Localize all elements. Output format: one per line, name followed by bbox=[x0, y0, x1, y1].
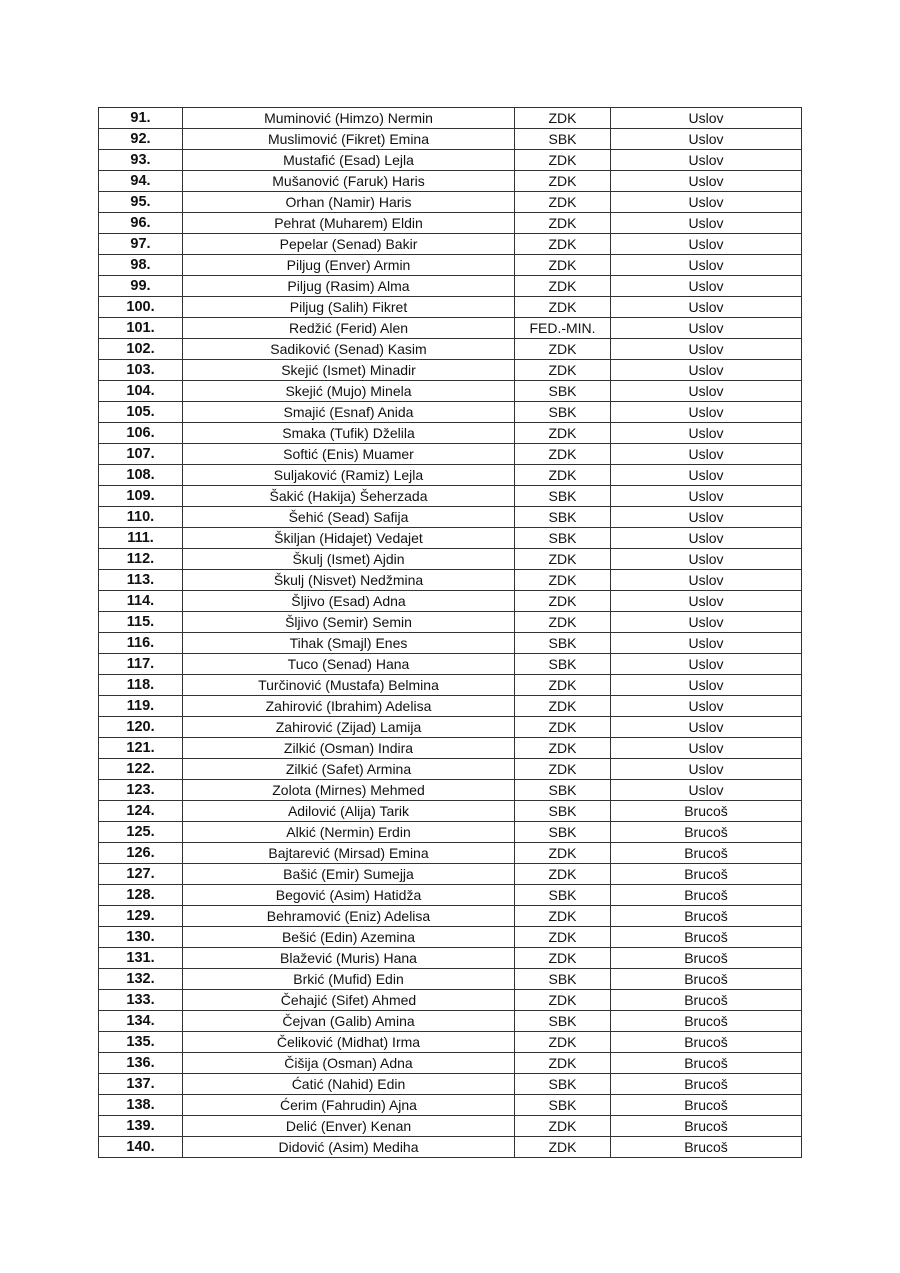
student-status: Uslov bbox=[611, 297, 802, 318]
table-row bbox=[99, 129, 802, 150]
student-name: Bašić (Emir) Sumejja bbox=[183, 864, 515, 885]
region-code: ZDK bbox=[515, 1116, 611, 1137]
student-status: Brucoš bbox=[611, 969, 802, 990]
student-status: Uslov bbox=[611, 402, 802, 423]
student-name: Zahirović (Zijad) Lamija bbox=[183, 717, 515, 738]
table-row bbox=[99, 486, 802, 507]
student-name: Škulj (Nisvet) Nedžmina bbox=[183, 570, 515, 591]
table-row bbox=[99, 318, 802, 339]
row-number: 111. bbox=[99, 528, 183, 549]
region-code: SBK bbox=[515, 885, 611, 906]
row-number: 95. bbox=[99, 192, 183, 213]
student-name: Ćatić (Nahid) Edin bbox=[183, 1074, 515, 1095]
table-row bbox=[99, 801, 802, 822]
region-code: ZDK bbox=[515, 864, 611, 885]
row-number: 123. bbox=[99, 780, 183, 801]
student-status: Uslov bbox=[611, 276, 802, 297]
row-number: 133. bbox=[99, 990, 183, 1011]
region-code: ZDK bbox=[515, 1053, 611, 1074]
student-status: Uslov bbox=[611, 675, 802, 696]
student-status: Uslov bbox=[611, 486, 802, 507]
table-row bbox=[99, 192, 802, 213]
student-status: Brucoš bbox=[611, 906, 802, 927]
region-code: ZDK bbox=[515, 696, 611, 717]
student-name: Pepelar (Senad) Bakir bbox=[183, 234, 515, 255]
region-code: SBK bbox=[515, 633, 611, 654]
table-row bbox=[99, 717, 802, 738]
table-row bbox=[99, 675, 802, 696]
student-status: Uslov bbox=[611, 192, 802, 213]
table-row bbox=[99, 297, 802, 318]
student-status: Brucoš bbox=[611, 948, 802, 969]
row-number: 121. bbox=[99, 738, 183, 759]
student-name: Mustafić (Esad) Lejla bbox=[183, 150, 515, 171]
region-code: ZDK bbox=[515, 255, 611, 276]
region-code: ZDK bbox=[515, 1032, 611, 1053]
student-status: Brucoš bbox=[611, 1011, 802, 1032]
student-name: Piljug (Salih) Fikret bbox=[183, 297, 515, 318]
row-number: 91. bbox=[99, 108, 183, 129]
student-name: Bajtarević (Mirsad) Emina bbox=[183, 843, 515, 864]
student-status: Uslov bbox=[611, 654, 802, 675]
row-number: 96. bbox=[99, 213, 183, 234]
row-number: 100. bbox=[99, 297, 183, 318]
row-number: 136. bbox=[99, 1053, 183, 1074]
student-status: Uslov bbox=[611, 780, 802, 801]
row-number: 109. bbox=[99, 486, 183, 507]
row-number: 120. bbox=[99, 717, 183, 738]
student-status: Brucoš bbox=[611, 990, 802, 1011]
region-code: SBK bbox=[515, 1095, 611, 1116]
table-row bbox=[99, 1053, 802, 1074]
region-code: ZDK bbox=[515, 276, 611, 297]
row-number: 97. bbox=[99, 234, 183, 255]
row-number: 98. bbox=[99, 255, 183, 276]
region-code: FED.-MIN. bbox=[515, 318, 611, 339]
student-name: Muslimović (Fikret) Emina bbox=[183, 129, 515, 150]
row-number: 131. bbox=[99, 948, 183, 969]
table-row bbox=[99, 1032, 802, 1053]
row-number: 106. bbox=[99, 423, 183, 444]
region-code: SBK bbox=[515, 381, 611, 402]
student-status: Brucoš bbox=[611, 1053, 802, 1074]
table-row bbox=[99, 612, 802, 633]
student-name: Didović (Asim) Mediha bbox=[183, 1137, 515, 1158]
student-status: Uslov bbox=[611, 381, 802, 402]
row-number: 101. bbox=[99, 318, 183, 339]
student-name: Šljivo (Esad) Adna bbox=[183, 591, 515, 612]
student-status: Brucoš bbox=[611, 843, 802, 864]
table-row bbox=[99, 465, 802, 486]
student-status: Brucoš bbox=[611, 885, 802, 906]
student-status: Brucoš bbox=[611, 864, 802, 885]
student-name: Šehić (Sead) Safija bbox=[183, 507, 515, 528]
student-status: Brucoš bbox=[611, 801, 802, 822]
table-row bbox=[99, 507, 802, 528]
student-name: Tihak (Smajl) Enes bbox=[183, 633, 515, 654]
table-row bbox=[99, 1137, 802, 1158]
region-code: SBK bbox=[515, 822, 611, 843]
table-row bbox=[99, 255, 802, 276]
student-status: Uslov bbox=[611, 507, 802, 528]
student-status: Uslov bbox=[611, 108, 802, 129]
student-status: Uslov bbox=[611, 171, 802, 192]
row-number: 118. bbox=[99, 675, 183, 696]
student-status: Uslov bbox=[611, 213, 802, 234]
student-name: Čejvan (Galib) Amina bbox=[183, 1011, 515, 1032]
row-number: 129. bbox=[99, 906, 183, 927]
table-row bbox=[99, 234, 802, 255]
region-code: SBK bbox=[515, 1011, 611, 1032]
student-name: Šljivo (Semir) Semin bbox=[183, 612, 515, 633]
roster-body bbox=[99, 108, 802, 1158]
student-status: Uslov bbox=[611, 129, 802, 150]
table-row bbox=[99, 864, 802, 885]
student-name: Behramović (Eniz) Adelisa bbox=[183, 906, 515, 927]
student-name: Softić (Enis) Muamer bbox=[183, 444, 515, 465]
region-code: ZDK bbox=[515, 759, 611, 780]
student-name: Brkić (Mufid) Edin bbox=[183, 969, 515, 990]
row-number: 122. bbox=[99, 759, 183, 780]
region-code: ZDK bbox=[515, 591, 611, 612]
region-code: ZDK bbox=[515, 549, 611, 570]
row-number: 112. bbox=[99, 549, 183, 570]
student-name: Bešić (Edin) Azemina bbox=[183, 927, 515, 948]
student-status: Uslov bbox=[611, 591, 802, 612]
student-name: Redžić (Ferid) Alen bbox=[183, 318, 515, 339]
student-name: Zahirović (Ibrahim) Adelisa bbox=[183, 696, 515, 717]
student-status: Uslov bbox=[611, 528, 802, 549]
row-number: 93. bbox=[99, 150, 183, 171]
row-number: 132. bbox=[99, 969, 183, 990]
row-number: 115. bbox=[99, 612, 183, 633]
row-number: 99. bbox=[99, 276, 183, 297]
table-row bbox=[99, 906, 802, 927]
row-number: 137. bbox=[99, 1074, 183, 1095]
student-name: Sadiković (Senad) Kasim bbox=[183, 339, 515, 360]
student-roster-table bbox=[98, 107, 802, 1158]
student-name: Skejić (Ismet) Minadir bbox=[183, 360, 515, 381]
student-status: Brucoš bbox=[611, 1116, 802, 1137]
student-status: Uslov bbox=[611, 612, 802, 633]
student-status: Brucoš bbox=[611, 927, 802, 948]
table-row bbox=[99, 654, 802, 675]
table-row bbox=[99, 969, 802, 990]
student-name: Zilkić (Osman) Indira bbox=[183, 738, 515, 759]
row-number: 126. bbox=[99, 843, 183, 864]
student-name: Škiljan (Hidajet) Vedajet bbox=[183, 528, 515, 549]
region-code: ZDK bbox=[515, 927, 611, 948]
table-row bbox=[99, 528, 802, 549]
table-row bbox=[99, 1116, 802, 1137]
student-status: Brucoš bbox=[611, 1137, 802, 1158]
student-status: Brucoš bbox=[611, 1095, 802, 1116]
table-row bbox=[99, 738, 802, 759]
table-row bbox=[99, 1011, 802, 1032]
region-code: ZDK bbox=[515, 423, 611, 444]
student-status: Uslov bbox=[611, 696, 802, 717]
row-number: 119. bbox=[99, 696, 183, 717]
table-row bbox=[99, 990, 802, 1011]
region-code: SBK bbox=[515, 654, 611, 675]
row-number: 124. bbox=[99, 801, 183, 822]
region-code: SBK bbox=[515, 780, 611, 801]
table-row bbox=[99, 885, 802, 906]
table-row bbox=[99, 759, 802, 780]
student-status: Uslov bbox=[611, 717, 802, 738]
table-row bbox=[99, 402, 802, 423]
table-row bbox=[99, 843, 802, 864]
region-code: SBK bbox=[515, 507, 611, 528]
student-status: Uslov bbox=[611, 234, 802, 255]
student-status: Uslov bbox=[611, 318, 802, 339]
student-status: Uslov bbox=[611, 570, 802, 591]
table-row bbox=[99, 276, 802, 297]
table-row bbox=[99, 108, 802, 129]
row-number: 110. bbox=[99, 507, 183, 528]
student-name: Piljug (Rasim) Alma bbox=[183, 276, 515, 297]
row-number: 140. bbox=[99, 1137, 183, 1158]
student-name: Čišija (Osman) Adna bbox=[183, 1053, 515, 1074]
table-row bbox=[99, 213, 802, 234]
student-status: Uslov bbox=[611, 423, 802, 444]
region-code: ZDK bbox=[515, 906, 611, 927]
student-name: Ćerim (Fahrudin) Ajna bbox=[183, 1095, 515, 1116]
region-code: SBK bbox=[515, 486, 611, 507]
region-code: ZDK bbox=[515, 234, 611, 255]
row-number: 107. bbox=[99, 444, 183, 465]
row-number: 94. bbox=[99, 171, 183, 192]
row-number: 117. bbox=[99, 654, 183, 675]
row-number: 127. bbox=[99, 864, 183, 885]
region-code: ZDK bbox=[515, 171, 611, 192]
student-name: Suljaković (Ramiz) Lejla bbox=[183, 465, 515, 486]
table-row bbox=[99, 633, 802, 654]
student-name: Šakić (Hakija) Šeherzada bbox=[183, 486, 515, 507]
region-code: ZDK bbox=[515, 360, 611, 381]
region-code: ZDK bbox=[515, 339, 611, 360]
row-number: 102. bbox=[99, 339, 183, 360]
region-code: SBK bbox=[515, 402, 611, 423]
table-row bbox=[99, 171, 802, 192]
table-row bbox=[99, 150, 802, 171]
student-name: Alkić (Nermin) Erdin bbox=[183, 822, 515, 843]
row-number: 125. bbox=[99, 822, 183, 843]
region-code: ZDK bbox=[515, 213, 611, 234]
student-name: Zolota (Mirnes) Mehmed bbox=[183, 780, 515, 801]
table-row bbox=[99, 360, 802, 381]
student-name: Zilkić (Safet) Armina bbox=[183, 759, 515, 780]
row-number: 108. bbox=[99, 465, 183, 486]
student-status: Brucoš bbox=[611, 1032, 802, 1053]
table-row bbox=[99, 696, 802, 717]
row-number: 135. bbox=[99, 1032, 183, 1053]
row-number: 92. bbox=[99, 129, 183, 150]
table-row bbox=[99, 1095, 802, 1116]
row-number: 139. bbox=[99, 1116, 183, 1137]
row-number: 130. bbox=[99, 927, 183, 948]
student-name: Škulj (Ismet) Ajdin bbox=[183, 549, 515, 570]
student-status: Uslov bbox=[611, 759, 802, 780]
student-name: Smaka (Tufik) Dželila bbox=[183, 423, 515, 444]
row-number: 113. bbox=[99, 570, 183, 591]
student-name: Blažević (Muris) Hana bbox=[183, 948, 515, 969]
region-code: ZDK bbox=[515, 843, 611, 864]
student-status: Uslov bbox=[611, 738, 802, 759]
student-name: Čehajić (Sifet) Ahmed bbox=[183, 990, 515, 1011]
student-status: Brucoš bbox=[611, 1074, 802, 1095]
student-name: Čeliković (Midhat) Irma bbox=[183, 1032, 515, 1053]
student-name: Delić (Enver) Kenan bbox=[183, 1116, 515, 1137]
table-row bbox=[99, 444, 802, 465]
student-status: Uslov bbox=[611, 549, 802, 570]
region-code: ZDK bbox=[515, 444, 611, 465]
region-code: ZDK bbox=[515, 1137, 611, 1158]
table-row bbox=[99, 822, 802, 843]
region-code: ZDK bbox=[515, 150, 611, 171]
region-code: ZDK bbox=[515, 738, 611, 759]
region-code: SBK bbox=[515, 528, 611, 549]
student-name: Turčinović (Mustafa) Belmina bbox=[183, 675, 515, 696]
student-name: Tuco (Senad) Hana bbox=[183, 654, 515, 675]
row-number: 138. bbox=[99, 1095, 183, 1116]
row-number: 103. bbox=[99, 360, 183, 381]
student-name: Smajić (Esnaf) Anida bbox=[183, 402, 515, 423]
table-row bbox=[99, 591, 802, 612]
region-code: ZDK bbox=[515, 570, 611, 591]
row-number: 114. bbox=[99, 591, 183, 612]
region-code: ZDK bbox=[515, 465, 611, 486]
region-code: SBK bbox=[515, 801, 611, 822]
table-row bbox=[99, 339, 802, 360]
region-code: SBK bbox=[515, 129, 611, 150]
table-row bbox=[99, 948, 802, 969]
table-row bbox=[99, 549, 802, 570]
table-row bbox=[99, 927, 802, 948]
student-status: Uslov bbox=[611, 339, 802, 360]
table-row bbox=[99, 1074, 802, 1095]
region-code: ZDK bbox=[515, 297, 611, 318]
row-number: 104. bbox=[99, 381, 183, 402]
student-name: Adilović (Alija) Tarik bbox=[183, 801, 515, 822]
table-row bbox=[99, 780, 802, 801]
student-name: Begović (Asim) Hatidža bbox=[183, 885, 515, 906]
region-code: ZDK bbox=[515, 192, 611, 213]
student-name: Orhan (Namir) Haris bbox=[183, 192, 515, 213]
row-number: 116. bbox=[99, 633, 183, 654]
student-name: Piljug (Enver) Armin bbox=[183, 255, 515, 276]
table-row bbox=[99, 381, 802, 402]
student-status: Uslov bbox=[611, 360, 802, 381]
student-status: Uslov bbox=[611, 255, 802, 276]
region-code: ZDK bbox=[515, 717, 611, 738]
row-number: 128. bbox=[99, 885, 183, 906]
row-number: 105. bbox=[99, 402, 183, 423]
student-status: Uslov bbox=[611, 444, 802, 465]
region-code: ZDK bbox=[515, 612, 611, 633]
table-row bbox=[99, 423, 802, 444]
row-number: 134. bbox=[99, 1011, 183, 1032]
student-name: Muminović (Himzo) Nermin bbox=[183, 108, 515, 129]
student-status: Uslov bbox=[611, 150, 802, 171]
student-name: Pehrat (Muharem) Eldin bbox=[183, 213, 515, 234]
student-status: Uslov bbox=[611, 633, 802, 654]
region-code: SBK bbox=[515, 1074, 611, 1095]
region-code: ZDK bbox=[515, 990, 611, 1011]
region-code: ZDK bbox=[515, 948, 611, 969]
student-name: Skejić (Mujo) Minela bbox=[183, 381, 515, 402]
region-code: ZDK bbox=[515, 108, 611, 129]
student-status: Brucoš bbox=[611, 822, 802, 843]
table-row bbox=[99, 570, 802, 591]
region-code: SBK bbox=[515, 969, 611, 990]
student-status: Uslov bbox=[611, 465, 802, 486]
region-code: ZDK bbox=[515, 675, 611, 696]
student-name: Mušanović (Faruk) Haris bbox=[183, 171, 515, 192]
